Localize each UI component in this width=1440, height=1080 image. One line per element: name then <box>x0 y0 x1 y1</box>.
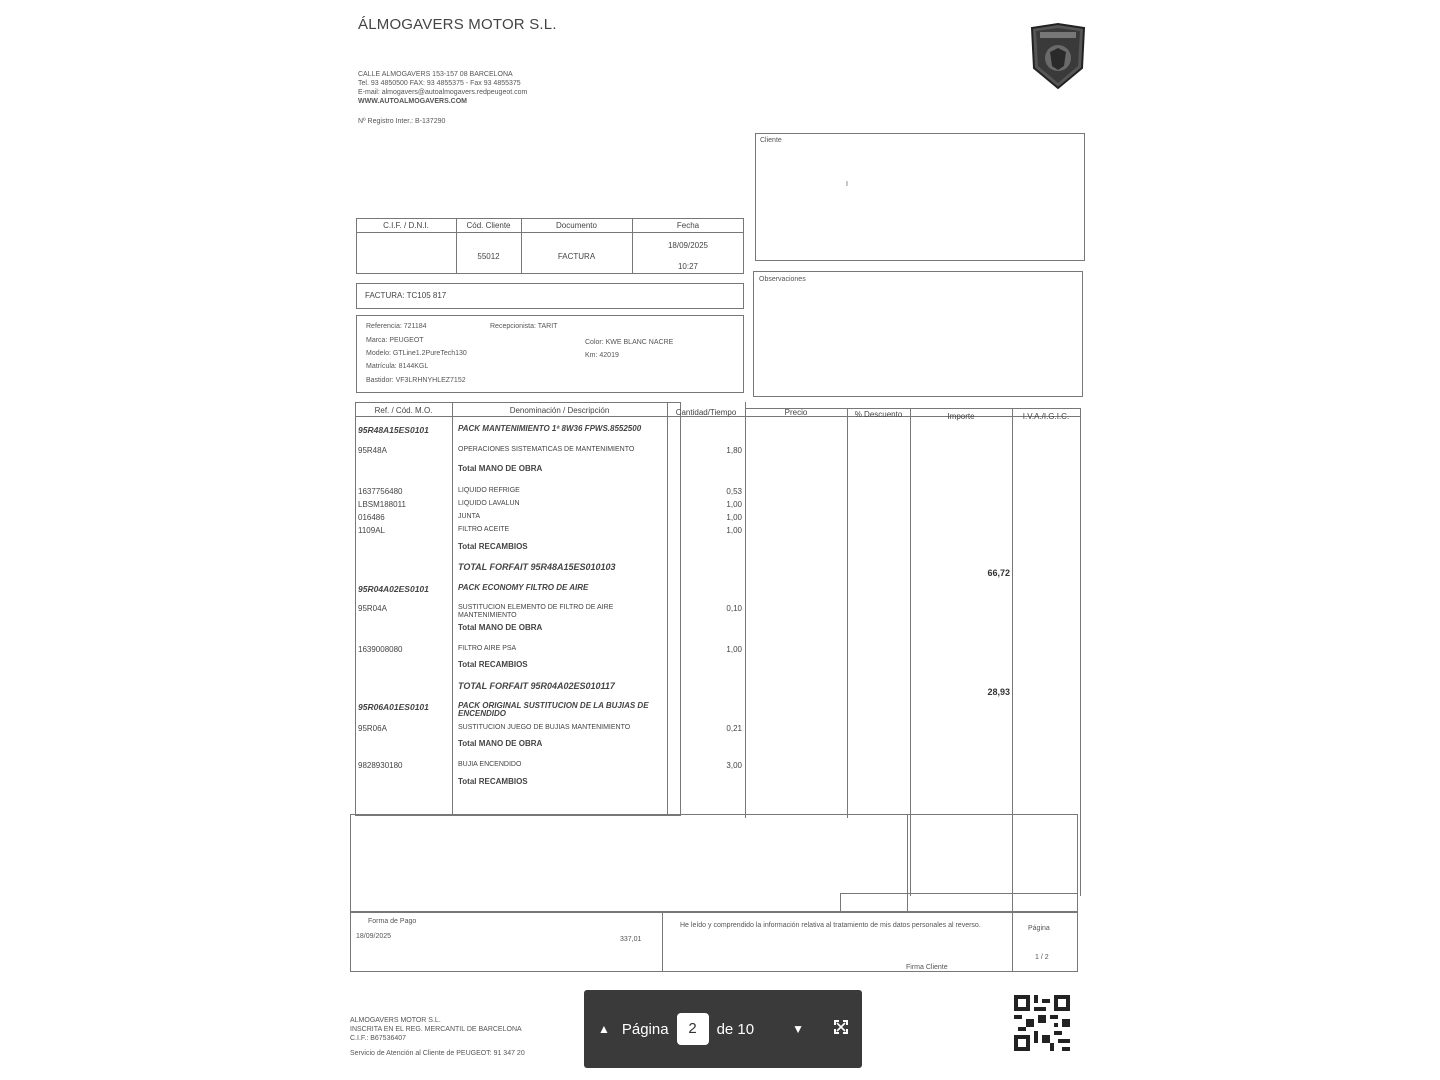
address-line: CALLE ALMOGAVERS 153-157 08 BARCELONA <box>358 71 513 78</box>
declaracion: He leído y comprendido la información relativa al tratamiento de mis datos personales al reverso. <box>680 922 981 929</box>
page-total: de 10 <box>716 1020 755 1038</box>
bottom-line: C.I.F.: B67536407 <box>350 1035 407 1042</box>
qr-code-icon <box>1014 995 1070 1051</box>
line-description: PACK ECONOMY FILTRO DE AIRE <box>458 583 589 592</box>
line-ref: 016486 <box>358 513 385 522</box>
header-cod-cliente: Cód. Cliente <box>466 221 511 230</box>
forma-pago-importe: 337,01 <box>620 936 642 943</box>
invoice-number-box <box>356 283 744 309</box>
col-qty: Cantidad/Tiempo <box>675 408 737 417</box>
address-line: E-mail: almogavers@autoalmogavers.redpeugeot.com <box>358 89 528 96</box>
line-ref: 95R48A15ES0101 <box>358 425 429 435</box>
company-name: ÁLMOGAVERS MOTOR S.L. <box>358 16 557 33</box>
col-ref: Ref. / Cód. M.O. <box>374 406 433 415</box>
col-price: Precio <box>784 408 808 417</box>
line-ref: 95R04A <box>358 604 387 613</box>
line-quantity: 3,00 <box>726 761 742 770</box>
vehicle-bastidor: Bastidor: VF3LRHNYHLEZ7152 <box>366 377 466 384</box>
line-quantity: 0,10 <box>726 604 742 613</box>
address-line: WWW.AUTOALMOGAVERS.COM <box>358 98 468 105</box>
line-description: Total RECAMBIOS <box>458 542 528 551</box>
value-hora: 10:27 <box>677 262 699 271</box>
vehicle-referencia: Referencia: 721184 <box>366 323 427 330</box>
line-quantity: 1,80 <box>726 446 742 455</box>
line-description: TOTAL FORFAIT 95R48A15ES010103 <box>458 562 616 572</box>
pdf-page-navigator <box>584 990 862 1068</box>
page-label: Página <box>621 1020 669 1038</box>
vehicle-km: Km: 42019 <box>585 352 619 359</box>
header-fecha: Fecha <box>676 221 700 230</box>
col-iva: I.V.A./I.G.I.C. <box>1022 412 1070 421</box>
line-quantity: 1,00 <box>726 513 742 522</box>
line-quantity: 0,21 <box>726 724 742 733</box>
vehicle-modelo: Modelo: GTLine1.2PureTech130 <box>366 350 467 357</box>
line-description: LIQUIDO REFRIGE <box>458 487 520 494</box>
bottom-line: INSCRITA EN EL REG. MERCANTIL DE BARCELONA <box>350 1026 522 1033</box>
line-ref: 9828930180 <box>358 761 403 770</box>
line-description: Total RECAMBIOS <box>458 777 528 786</box>
client-label: Cliente <box>760 137 782 144</box>
invoice-page <box>340 0 1100 1080</box>
line-description: OPERACIONES SISTEMATICAS DE MANTENIMIENTO <box>458 446 635 453</box>
peugeot-logo-icon <box>1028 22 1088 90</box>
observaciones-box <box>753 271 1083 397</box>
line-description: Total MANO DE OBRA <box>458 464 543 473</box>
line-ref: 95R48A <box>358 446 387 455</box>
line-amount: 66,72 <box>987 568 1010 578</box>
value-documento: FACTURA <box>557 252 596 261</box>
header-cif: C.I.F. / D.N.I. <box>383 221 429 230</box>
address-line: Tel. 93 4850500 FAX: 93 4855375 - Fax 93 4855375 <box>358 80 521 87</box>
value-fecha: 18/09/2025 <box>667 241 709 250</box>
bottom-info <box>350 1016 590 1058</box>
client-mark: I <box>846 181 848 188</box>
line-ref: 1109AL <box>358 526 385 535</box>
line-ref: 95R04A02ES0101 <box>358 584 429 594</box>
line-amount: 28,93 <box>987 687 1010 697</box>
col-discount: % Descuento <box>854 410 903 419</box>
client-box <box>755 133 1085 261</box>
line-ref: 1639008080 <box>358 645 403 654</box>
col-desc: Denominación / Descripción <box>509 406 610 415</box>
forma-pago-fecha: 18/09/2025 <box>356 933 392 940</box>
header-documento: Documento <box>556 221 597 230</box>
line-quantity: 1,00 <box>726 645 742 654</box>
line-description: LIQUIDO LAVALUN <box>458 500 520 507</box>
line-description: FILTRO AIRE PSA <box>458 645 517 652</box>
line-description: Total RECAMBIOS <box>458 660 528 669</box>
line-description: TOTAL FORFAIT 95R04A02ES010117 <box>458 681 615 691</box>
vehicle-recepcionista: Recepcionista: TARIT <box>490 323 558 330</box>
col-importe: Importe <box>947 412 975 421</box>
line-ref: 1637756480 <box>358 487 403 496</box>
next-page-icon[interactable]: ▼ <box>792 1022 805 1036</box>
forma-pago-label: Forma de Pago <box>368 918 417 925</box>
bottom-line: Servicio de Atención al Cliente de PEUGEOT: 91 347 20 <box>350 1050 525 1057</box>
pagina-value: 1 / 2 <box>1035 954 1049 961</box>
observaciones-label: Observaciones <box>759 276 806 283</box>
company-address <box>358 70 578 106</box>
line-quantity: 1,00 <box>726 500 742 509</box>
line-description: Total MANO DE OBRA <box>458 739 543 748</box>
fullscreen-icon[interactable] <box>834 1020 848 1038</box>
line-description: FILTRO ACEITE <box>458 526 510 533</box>
vehicle-color: Color: KWE BLANC NACRE <box>585 339 674 346</box>
bottom-line: ALMOGAVERS MOTOR S.L. <box>350 1017 441 1024</box>
line-quantity: 1,00 <box>726 526 742 535</box>
vehicle-marca: Marca: PEUGEOT <box>366 337 424 344</box>
value-cod-cliente: 55012 <box>477 252 500 261</box>
registro: Nº Registro Inter.: B-137290 <box>358 118 446 125</box>
firma-cliente: Firma Cliente <box>906 964 948 971</box>
line-description: PACK MANTENIMIENTO 1ª 8W36 FPWS.8552500 <box>458 424 642 433</box>
page-number-input[interactable]: 2 <box>677 1013 709 1045</box>
line-description: PACK ORIGINAL SUSTITUCION DE LA BUJIAS DE ENCENDIDO <box>458 701 649 718</box>
invoice-number: FACTURA: TC105 817 <box>365 291 447 300</box>
previous-page-icon[interactable]: ▲ <box>597 1022 610 1036</box>
line-ref: 95R06A <box>358 724 387 733</box>
line-ref: LBSM188011 <box>358 500 406 509</box>
line-ref: 95R06A01ES0101 <box>358 702 429 712</box>
line-quantity: 0,53 <box>726 487 742 496</box>
line-description: Total MANO DE OBRA <box>458 623 543 632</box>
line-description: JUNTA <box>458 513 481 520</box>
line-description: SUSTITUCION JUEGO DE BUJIAS MANTENIMIENTO <box>458 724 631 731</box>
vehicle-matricula: Matrícula: 8144KGL <box>366 363 429 370</box>
line-description: SUSTITUCION ELEMENTO DE FILTRO DE AIRE MANTENIMIENTO <box>458 604 614 619</box>
totals-cells <box>840 893 1078 913</box>
pagina-label: Página <box>1028 925 1050 932</box>
line-description: BUJIA ENCENDIDO <box>458 761 522 768</box>
